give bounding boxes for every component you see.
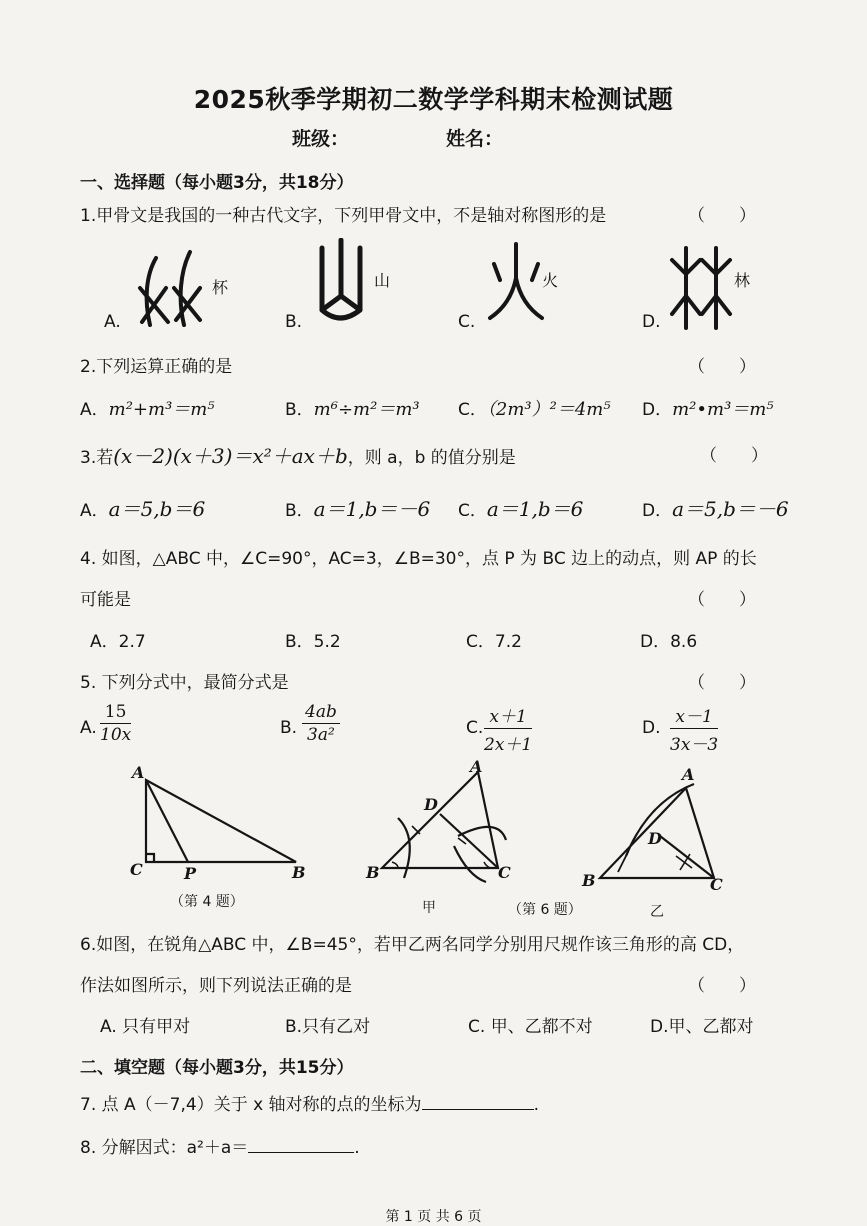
q1-option-a-letter: A. [104, 312, 121, 332]
figure-q6-jia-label: 甲 [422, 900, 436, 916]
q7-text: 7. 点 A（－7,4）关于 x 轴对称的点的坐标为 . [80, 1095, 539, 1115]
figure-q6-jia [358, 758, 528, 888]
fig4-label-c: C [130, 860, 143, 879]
fig6-yi-label-a: A [682, 765, 695, 784]
q5-option-b-letter: B. [280, 718, 298, 738]
figure-q6-caption: （第 6 题） [508, 902, 582, 918]
figure-q6-yi [578, 762, 748, 892]
q1-option-b-char: 山 [374, 271, 391, 290]
q3-text: 3.若(x－2)(x＋3)＝x²＋ax＋b，则 a，b 的值分别是 [80, 444, 516, 468]
q2-option-b: B．m⁶÷m²＝m³ [285, 399, 420, 420]
q6-option-b: B.只有乙对 [285, 1017, 371, 1037]
section-1-heading: 一、选择题（每小题3分，共18分） [80, 173, 354, 193]
q1-option-c-char: 火 [542, 271, 559, 290]
q5-option-a-letter: A. [80, 718, 97, 738]
q8-answer-blank[interactable] [248, 1136, 354, 1153]
q6-text-line1: 6.如图，在锐角△ABC 中，∠B=45°，若甲乙两名同学分别用尺规作该三角形的高 CD， [80, 935, 745, 955]
figure-q4-caption: （第 4 题） [170, 894, 244, 910]
q2-option-a: A．m²+m³＝m⁵ [80, 399, 215, 420]
q5-option-c-fraction: $\frac{x+1}{2x+1}$ [484, 702, 532, 755]
fig4-label-a: A [132, 763, 145, 782]
q6-option-c: C. 甲、乙都不对 [468, 1017, 593, 1037]
q4-answer-paren: （ ） [688, 590, 756, 610]
figure-q6-yi-label: 乙 [650, 904, 664, 920]
fig6-yi-label-b: B [582, 871, 596, 890]
q3-option-b: B．a＝1,b＝－6 [285, 497, 431, 521]
q2-option-c: C．（2m³）²＝4m⁵ [458, 399, 611, 420]
q1-option-a-char: 杯 [212, 278, 229, 297]
q1-text: 1.甲骨文是我国的一种古代文字，下列甲骨文中，不是轴对称图形的是 [80, 206, 607, 226]
section-2-heading: 二、填空题（每小题3分，共15分） [80, 1058, 354, 1078]
page-footer: 第 1 页 共 6 页 [385, 1209, 482, 1225]
fig6-jia-label-c: C [498, 863, 511, 882]
q7-answer-blank[interactable] [422, 1093, 534, 1110]
oracle-huo-glyph-icon [478, 238, 578, 330]
oracle-bei-glyph-icon [128, 240, 238, 335]
q3-option-d: D．a＝5,b＝－6 [642, 497, 789, 521]
q6-answer-paren: （ ） [688, 976, 756, 996]
q8-text: 8. 分解因式：a²＋a＝ . [80, 1138, 360, 1158]
fig4-label-p: P [184, 864, 197, 883]
q1-answer-paren: （ ） [688, 206, 756, 226]
q4-option-d: D．8.6 [640, 632, 698, 652]
oracle-lin-glyph-icon [664, 240, 774, 332]
fig6-jia-label-a: A [470, 758, 483, 776]
q3-option-a: A．a＝5,b＝6 [80, 497, 206, 521]
q4-option-a: A．2.7 [90, 632, 146, 652]
q4-text-line2: 可能是 [80, 590, 131, 610]
q6-option-d: D.甲、乙都对 [650, 1017, 754, 1037]
q4-text-line1: 4. 如图，△ABC 中，∠C=90°，AC=3，∠B=30°，点 P 为 BC 边上的动点，则 AP 的长 [80, 549, 757, 569]
q5-option-c-letter: C. [466, 718, 484, 738]
figure-q4-triangle [120, 758, 320, 888]
class-label: 班级： [292, 128, 350, 150]
q1-option-c-letter: C. [458, 312, 476, 332]
q5-option-a-fraction: $\frac{15}{10x}$ [100, 702, 132, 745]
q1-option-d-letter: D. [642, 312, 661, 332]
q4-option-b: B．5.2 [285, 632, 341, 652]
fig6-jia-label-b: B [366, 863, 380, 882]
q2-text: 2.下列运算正确的是 [80, 357, 233, 377]
q3-answer-paren: （ ） [700, 446, 768, 466]
fig6-yi-label-d: D [648, 829, 662, 848]
q2-option-d: D．m²•m³＝m⁵ [642, 399, 774, 420]
fig6-yi-label-c: C [710, 875, 723, 892]
q2-answer-paren: （ ） [688, 357, 756, 377]
page-title: 2025秋季学期初二数学学科期末检测试题 [193, 85, 674, 114]
q5-option-b-fraction: $\frac{4ab}{\text{3a²}}$ [302, 702, 340, 745]
q1-option-b-letter: B. [285, 312, 303, 332]
oracle-shan-glyph-icon [310, 238, 400, 330]
q5-text: 5. 下列分式中，最简分式是 [80, 673, 289, 693]
name-label: 姓名： [446, 128, 504, 150]
fig4-label-b: B [292, 863, 306, 882]
q6-text-line2: 作法如图所示，则下列说法正确的是 [80, 976, 352, 996]
q4-option-c: C．7.2 [466, 632, 522, 652]
fig6-jia-label-d: D [424, 795, 438, 814]
q6-option-a: A. 只有甲对 [100, 1017, 191, 1037]
q5-answer-paren: （ ） [688, 673, 756, 693]
q1-option-d-char: 林 [734, 271, 751, 290]
q5-option-d-letter: D. [642, 718, 661, 738]
q5-option-d-fraction: $\frac{x-1}{3x-3}$ [670, 702, 718, 755]
q3-option-c: C．a＝1,b＝6 [458, 497, 584, 521]
